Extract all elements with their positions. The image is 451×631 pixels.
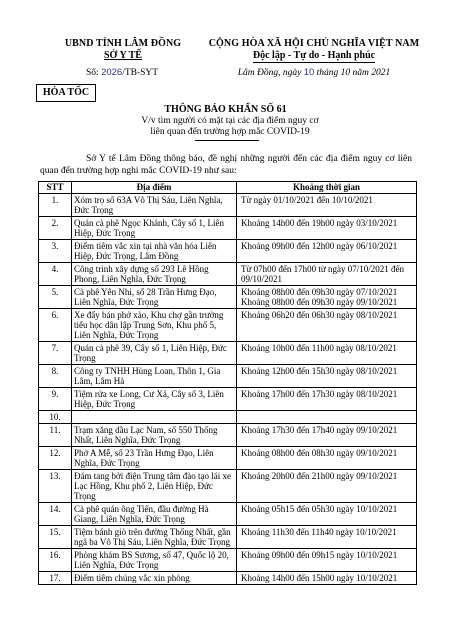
row-place: Tiệm rửa xe Long, Cư Xá, Cây số 3, Liên Hiệp, Đức Trọng bbox=[72, 388, 237, 411]
table-row bbox=[39, 240, 417, 263]
time-line: Khoảng 08h00 đến 08h30 ngày 09/10/2021 bbox=[241, 448, 398, 458]
time-line: Khoảng 20h00 đến 21h00 ngày 09/10/2021 bbox=[241, 471, 398, 481]
row-time bbox=[237, 424, 417, 447]
issuer-block bbox=[48, 38, 198, 78]
row-time bbox=[237, 503, 417, 526]
table-row bbox=[39, 365, 417, 388]
row-number: 2. bbox=[39, 217, 72, 240]
table-row bbox=[39, 572, 417, 585]
row-time bbox=[237, 572, 417, 585]
row-place: Cà phê Yên Nhi, số 28 Trần Hưng Đạo, Liên Nghĩa, Đức Trọng bbox=[72, 286, 237, 309]
time-line: Từ ngày 01/10/2021 đến 10/10/2021 bbox=[241, 195, 373, 205]
table-row bbox=[39, 388, 417, 411]
row-number: 9. bbox=[39, 388, 72, 411]
intro-paragraph: Sở Y tế Lâm Đồng thông báo, đề nghị những người đến các địa điểm nguy cơ liên quan đến trường hợp nghi mắc COVID-19 như sau: bbox=[40, 154, 412, 176]
date-suffix: tháng 10 năm 2021 bbox=[316, 68, 391, 78]
row-place: Đám tang bởi điện Trung tâm đào tạo lái xe Lạc Hồng, Khu phố 2, Liên Hiệp, Đức Trọng bbox=[72, 470, 237, 503]
issuer-dept: SỞ Y TẾ bbox=[104, 50, 142, 61]
row-number: 14. bbox=[39, 503, 72, 526]
row-number: 10. bbox=[39, 411, 72, 424]
time-line: Khoảng 14h00 đến 19h00 ngày 03/10/2021 bbox=[241, 218, 398, 228]
row-number: 3. bbox=[39, 240, 72, 263]
time-line: Khoảng 09h00 đến 12h00 ngày 06/10/2021 bbox=[241, 241, 398, 251]
row-time bbox=[237, 342, 417, 365]
row-time bbox=[237, 470, 417, 503]
row-time bbox=[237, 263, 417, 286]
table-row bbox=[39, 286, 417, 309]
number-value: 2026 bbox=[101, 67, 123, 78]
table-header-row bbox=[39, 182, 417, 194]
row-number: 16. bbox=[39, 549, 72, 572]
row-time bbox=[237, 240, 417, 263]
row-place: Xe đẩy bán phở xào, Khu chợ gần trường tiểu học dân lập Trung Sơn, Khu phố 5, Liên Nghĩa, Đức Trọng bbox=[72, 309, 237, 342]
row-place: Trạm xăng dầu Lạc Nam, số 550 Thống Nhất, Liên Nghĩa, Đức Trọng bbox=[72, 424, 237, 447]
row-number: 5. bbox=[39, 286, 72, 309]
row-number: 6. bbox=[39, 309, 72, 342]
time-line: Khoảng 14h00 đến 15h00 ngày 10/10/2021 bbox=[241, 573, 398, 583]
time-line: Khoảng 09h00 đến 09h15 ngày 10/10/2021 bbox=[241, 550, 398, 560]
row-number: 15. bbox=[39, 526, 72, 549]
document-subtitle: V/v tìm người có mặt tại các địa điểm nguy cơ liên quan đến trường hợp mắc COVID-19 bbox=[141, 116, 319, 137]
row-place: Quán cà phê 39, Cây số 1, Liên Hiệp, Đức Trọng bbox=[72, 342, 237, 365]
time-line: Khoảng 12h00 đến 15h30 ngày 08/10/2021 bbox=[241, 366, 398, 376]
row-place: Điểm tiêm vắc xin tại nhà văn hóa Liên Hiệp, Đức Trọng, Lâm Đồng bbox=[72, 240, 237, 263]
issuer-org: UBND TỈNH LÂM ĐỒNG bbox=[64, 38, 182, 49]
number-prefix: Số: bbox=[86, 68, 99, 78]
urgent-label: HỎA TỐC bbox=[36, 84, 96, 102]
table-row bbox=[39, 424, 417, 447]
table-row bbox=[39, 447, 417, 470]
motto bbox=[200, 50, 428, 61]
row-time bbox=[237, 286, 417, 309]
table-row bbox=[39, 470, 417, 503]
row-number: 1. bbox=[39, 194, 72, 217]
table-row bbox=[39, 217, 417, 240]
time-line: Khoảng 08h00 đến 09h30 ngày 09/10/2021 bbox=[241, 297, 398, 307]
header-time: Khoảng thời gian bbox=[237, 182, 417, 194]
time-line: Khoảng 08h00 đến 09h30 ngày 07/10/2021 bbox=[241, 287, 398, 297]
row-place: Xóm trọ số 63A Võ Thị Sáu, Liên Nghĩa, Đức Trọng bbox=[72, 194, 237, 217]
table-row bbox=[39, 263, 417, 286]
row-place: Phòng khám BS Sương, số 47, Quốc lộ 20, Liên Nghĩa, Đức Trọng bbox=[72, 549, 237, 572]
row-place: Quán cà phê Ngọc Khánh, Cây số 1, Liên Hiệp, Đức Trọng bbox=[72, 217, 237, 240]
row-number: 13. bbox=[39, 470, 72, 503]
table-row bbox=[39, 194, 417, 217]
header-place: Địa điểm bbox=[72, 182, 237, 194]
nation-title: CỘNG HÒA XÃ HỘI CHỦ NGHĨA VIỆT NAM bbox=[208, 38, 420, 49]
time-line: Khoảng 10h00 đến 11h00 ngày 08/10/2021 bbox=[241, 343, 397, 353]
row-time bbox=[237, 194, 417, 217]
row-place bbox=[72, 411, 237, 424]
date-day: 10 bbox=[303, 67, 315, 78]
row-number: 4. bbox=[39, 263, 72, 286]
time-line: Từ 07h00 đến 17h00 từ ngày 07/10/2021 đến 09/10/2021 bbox=[241, 264, 404, 284]
subtitle-divider bbox=[195, 140, 259, 141]
row-time bbox=[237, 411, 417, 424]
row-place: Tiệm bánh giò trên đường Thống Nhất, gần ngã ba Võ Thị Sáu, Liên Nghĩa, Đức Trọng bbox=[72, 526, 237, 549]
header-stt: STT bbox=[39, 182, 72, 194]
row-time bbox=[237, 217, 417, 240]
row-place: Điểm tiêm chủng vắc xin phòng bbox=[72, 572, 237, 585]
row-place: Công ty TNHH Hùng Loan, Thôn 1, Gia Lâm, Lâm Hà bbox=[72, 365, 237, 388]
row-place: Phở A Mễ, số 23 Trần Hưng Đạo, Liên Nghĩa, Đức Trọng bbox=[72, 447, 237, 470]
issue-date bbox=[200, 67, 428, 78]
time-line: Khoảng 06h20 đến 06h30 ngày 08/10/2021 bbox=[241, 310, 398, 320]
motto-text: Độc lập - Tự do - Hạnh phúc bbox=[252, 50, 376, 61]
number-suffix: /TB-SYT bbox=[122, 68, 159, 78]
date-prefix: Lâm Đồng, ngày bbox=[237, 68, 302, 78]
row-number: 17. bbox=[39, 572, 72, 585]
row-place: Cà phê quán ông Tiến, đầu đường Hà Giang, Liên Nghĩa, Đức Trọng bbox=[72, 503, 237, 526]
row-time bbox=[237, 365, 417, 388]
national-block bbox=[200, 38, 428, 78]
row-place: Công trình xây dựng số 293 Lê Hồng Phong, Liên Nghĩa, Đức Trọng bbox=[72, 263, 237, 286]
row-number: 7. bbox=[39, 342, 72, 365]
table-row bbox=[39, 342, 417, 365]
row-time bbox=[237, 549, 417, 572]
time-line: Khoảng 17h30 đến 17h40 ngày 09/10/2021 bbox=[241, 425, 398, 435]
row-number: 11. bbox=[39, 424, 72, 447]
table-row bbox=[39, 309, 417, 342]
row-number: 12. bbox=[39, 447, 72, 470]
table-row bbox=[39, 411, 417, 424]
row-time bbox=[237, 388, 417, 411]
document-title: THÔNG BÁO KHẨN SỐ 61 bbox=[164, 104, 287, 115]
locations-table bbox=[38, 181, 417, 585]
table-body bbox=[39, 194, 417, 585]
row-number: 8. bbox=[39, 365, 72, 388]
table-row bbox=[39, 549, 417, 572]
table-row bbox=[39, 526, 417, 549]
row-time bbox=[237, 309, 417, 342]
row-time bbox=[237, 447, 417, 470]
document-number bbox=[48, 67, 198, 78]
row-time bbox=[237, 526, 417, 549]
time-line: Khoảng 11h30 đến 11h40 ngày 10/10/2021 bbox=[241, 527, 397, 537]
time-line: Khoảng 05h15 đến 05h30 ngày 10/10/2021 bbox=[241, 504, 398, 514]
time-line: Khoảng 17h00 đến 17h30 ngày 08/10/2021 bbox=[241, 389, 398, 399]
table-row bbox=[39, 503, 417, 526]
